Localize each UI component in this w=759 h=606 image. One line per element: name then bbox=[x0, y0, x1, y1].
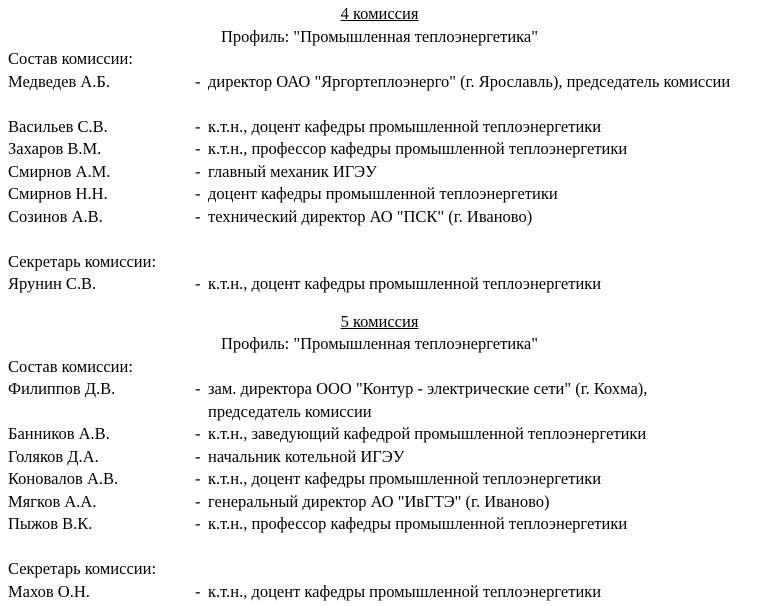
member-row bbox=[0, 468, 759, 491]
commission-4-section bbox=[0, 3, 759, 296]
member-name: Голяков Д.А. bbox=[8, 446, 99, 466]
member-row bbox=[0, 71, 759, 94]
member-name: Медведев А.Б. bbox=[8, 71, 111, 91]
member-role bbox=[208, 378, 759, 423]
member-row bbox=[0, 513, 759, 536]
dash-separator: - bbox=[195, 514, 201, 533]
dash-separator: - bbox=[195, 469, 201, 488]
secretary-role: к.т.н., доцент кафедры промышленной теплоэнергетики bbox=[208, 274, 602, 293]
secretary-name: Махов О.Н. bbox=[8, 581, 90, 601]
member-role: к.т.н., профессор кафедры промышленной теплоэнергетики bbox=[208, 514, 628, 533]
commission-5-roster-label: Состав комиссии: bbox=[8, 356, 133, 376]
dash-separator: - bbox=[195, 116, 201, 136]
member-role-line-1: зам. директора ООО "Контур - электрические сети" (г. Кохма), bbox=[208, 379, 648, 398]
member-name: Банников А.В. bbox=[8, 424, 110, 443]
dash-separator: - bbox=[195, 71, 201, 91]
secretary-row bbox=[0, 581, 759, 604]
member-role: технический директор АО "ПСК" (г. Иваново) bbox=[208, 206, 533, 226]
blank-line bbox=[0, 536, 759, 559]
member-name: Захаров В.М. bbox=[8, 139, 102, 158]
member-row bbox=[0, 138, 759, 161]
dash-separator: - bbox=[195, 161, 201, 181]
member-name: Коновалов А.В. bbox=[8, 469, 119, 488]
member-role: к.т.н., заведующий кафедрой промышленной теплоэнергетики bbox=[208, 424, 647, 443]
dash-separator: - bbox=[195, 274, 201, 293]
member-row bbox=[0, 491, 759, 514]
member-row bbox=[0, 378, 759, 423]
commission-4-title: 4 комиссия bbox=[340, 4, 419, 23]
commission-4-roster-label: Состав комиссии: bbox=[8, 49, 133, 68]
secretary-row bbox=[0, 273, 759, 296]
member-name: Мягков А.А. bbox=[8, 491, 97, 511]
dash-separator: - bbox=[195, 184, 201, 203]
member-role: доцент кафедры промышленной теплоэнергетики bbox=[208, 184, 558, 203]
dash-separator: - bbox=[195, 446, 201, 466]
member-row bbox=[0, 423, 759, 446]
dash-separator: - bbox=[195, 491, 201, 511]
secretary-name: Ярунин С.В. bbox=[8, 274, 97, 293]
blank-line bbox=[0, 228, 759, 251]
commission-4-profile: Профиль: "Промышленная теплоэнергетика" bbox=[220, 26, 538, 46]
member-name: Пыжов В.К. bbox=[8, 514, 93, 533]
member-name: Филиппов Д.В. bbox=[8, 379, 116, 398]
member-role: к.т.н., доцент кафедры промышленной теплоэнергетики bbox=[208, 469, 602, 488]
secretary-role: к.т.н., доцент кафедры промышленной теплоэнергетики bbox=[208, 581, 602, 601]
commission-4-secretary-label: Секретарь комиссии: bbox=[8, 251, 157, 271]
member-row bbox=[0, 183, 759, 206]
member-role: директор ОАО "Яргортеплоэнерго" (г. Ярославль), председатель комиссии bbox=[208, 71, 731, 91]
member-row bbox=[0, 116, 759, 139]
member-role: начальник котельной ИГЭУ bbox=[208, 446, 405, 466]
blank-line bbox=[0, 93, 759, 116]
member-name: Васильев С.В. bbox=[8, 116, 108, 136]
member-row bbox=[0, 206, 759, 229]
commission-5-section bbox=[0, 311, 759, 604]
member-role: генеральный директор АО "ИвГТЭ" (г. Иваново) bbox=[208, 491, 550, 511]
dash-separator: - bbox=[195, 379, 201, 398]
member-role-line-2: председатель комиссии bbox=[208, 401, 372, 421]
commission-5-secretary-label: Секретарь комиссии: bbox=[8, 559, 157, 578]
member-name: Смирнов Н.Н. bbox=[8, 184, 108, 203]
commission-5-profile: Профиль: "Промышленная теплоэнергетика" bbox=[220, 334, 538, 353]
dash-separator: - bbox=[195, 581, 201, 601]
member-name: Созинов А.В. bbox=[8, 206, 103, 226]
commission-5-title: 5 комиссия bbox=[340, 311, 419, 331]
dash-separator: - bbox=[195, 206, 201, 226]
member-role: главный механик ИГЭУ bbox=[208, 161, 377, 181]
dash-separator: - bbox=[195, 424, 201, 443]
member-name: Смирнов А.М. bbox=[8, 161, 111, 181]
member-row bbox=[0, 161, 759, 184]
member-role: к.т.н., доцент кафедры промышленной теплоэнергетики bbox=[208, 116, 602, 136]
member-role: к.т.н., профессор кафедры промышленной теплоэнергетики bbox=[208, 139, 628, 158]
member-row bbox=[0, 446, 759, 469]
dash-separator: - bbox=[195, 139, 201, 158]
